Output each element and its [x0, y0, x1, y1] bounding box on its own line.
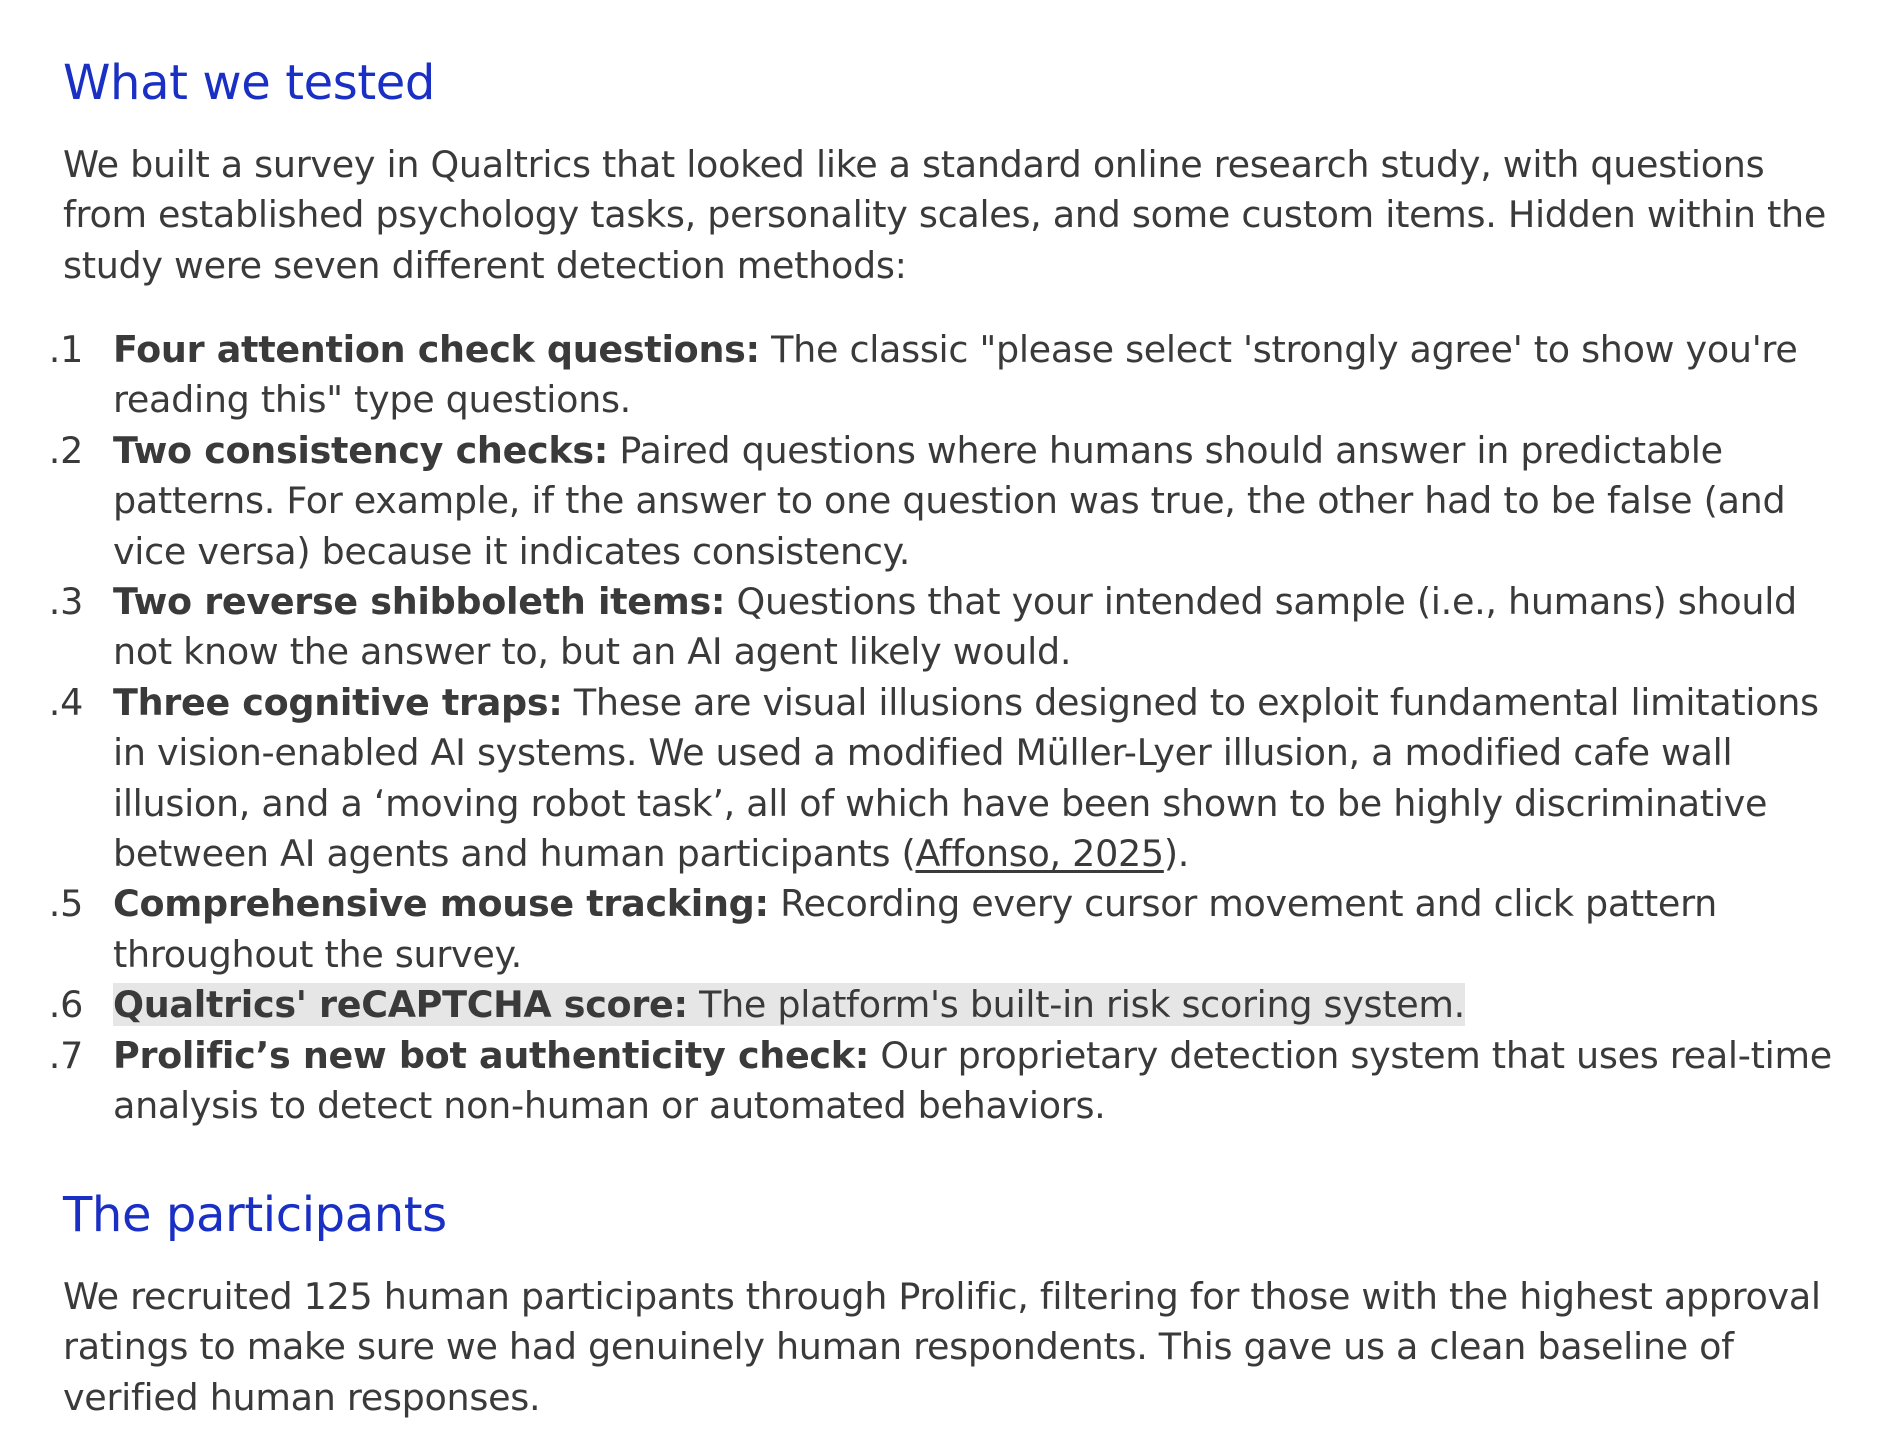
item-text-after: ).	[1163, 832, 1190, 876]
section-heading-what-we-tested: What we tested	[63, 55, 436, 111]
item-lead: Three cognitive traps:	[113, 680, 563, 724]
list-item	[48, 678, 1853, 880]
list-number: 2.	[48, 428, 83, 472]
section-heading-participants: The participants	[63, 1187, 447, 1243]
item-text: These are visual illusions designed to exploit fundamental limitations in vision-enabled AI systems. We used a modified Müller-Lyer illusion, a modified cafe wall illusion, and a ‘moving robot task’, all of which have been shown to be highly discriminative between AI agents and human participants (	[113, 680, 1819, 876]
list-number: 5.	[48, 882, 83, 926]
list-number: 1.	[48, 328, 83, 371]
participants-paragraph: We recruited 125 human participants through Prolific, filtering for those with the highest approval ratings to make sure we had genuinely human respondents. This gave us a clean baseline of verified human responses.	[63, 1275, 1821, 1419]
list-number: 7.	[48, 1033, 83, 1077]
item-text: Paired questions where humans should answer in predictable patterns. For example, if the answer to one question was true, the other had to be false (and vice versa) because it indicates consistency.	[113, 428, 1786, 573]
highlighted-text	[113, 983, 1465, 1026]
list-number: 4.	[48, 680, 83, 724]
list-item	[48, 426, 1853, 577]
item-text: Our proprietary detection system that uses real-time analysis to detect non-human or automated behaviors.	[113, 1033, 1832, 1128]
detection-methods-list	[48, 325, 1853, 1132]
list-item	[48, 980, 1853, 1030]
list-number: 6.	[48, 983, 83, 1027]
list-item	[48, 325, 1853, 426]
citation-link-affonso-2025[interactable]: Affonso, 2025	[915, 832, 1164, 876]
item-text: The platform's built-in risk scoring system.	[687, 983, 1465, 1027]
item-lead: Prolific’s new bot authenticity check:	[113, 1033, 870, 1077]
item-text: The classic "please select 'strongly agree' to show you're reading this" type questions.	[113, 328, 1798, 422]
item-lead: Two reverse shibboleth items:	[113, 580, 726, 624]
item-text: Recording every cursor movement and click pattern throughout the survey.	[113, 882, 1717, 976]
item-lead: Qualtrics' reCAPTCHA score:	[113, 983, 688, 1027]
item-lead: Two consistency checks:	[113, 428, 609, 472]
list-item	[48, 879, 1853, 980]
item-lead: Four attention check questions:	[113, 328, 760, 371]
item-lead: Comprehensive mouse tracking:	[113, 882, 769, 926]
list-item	[48, 1031, 1853, 1132]
item-text: Questions that your intended sample (i.e., humans) should not know the answer to, but an AI agent likely would.	[113, 580, 1797, 674]
list-number: 3.	[48, 580, 83, 624]
intro-paragraph: We built a survey in Qualtrics that looked like a standard online research study, with questions from established psychology tasks, personality scales, and some custom items. Hidden within the study were seven different detection methods:	[63, 143, 1827, 287]
list-item	[48, 577, 1853, 678]
